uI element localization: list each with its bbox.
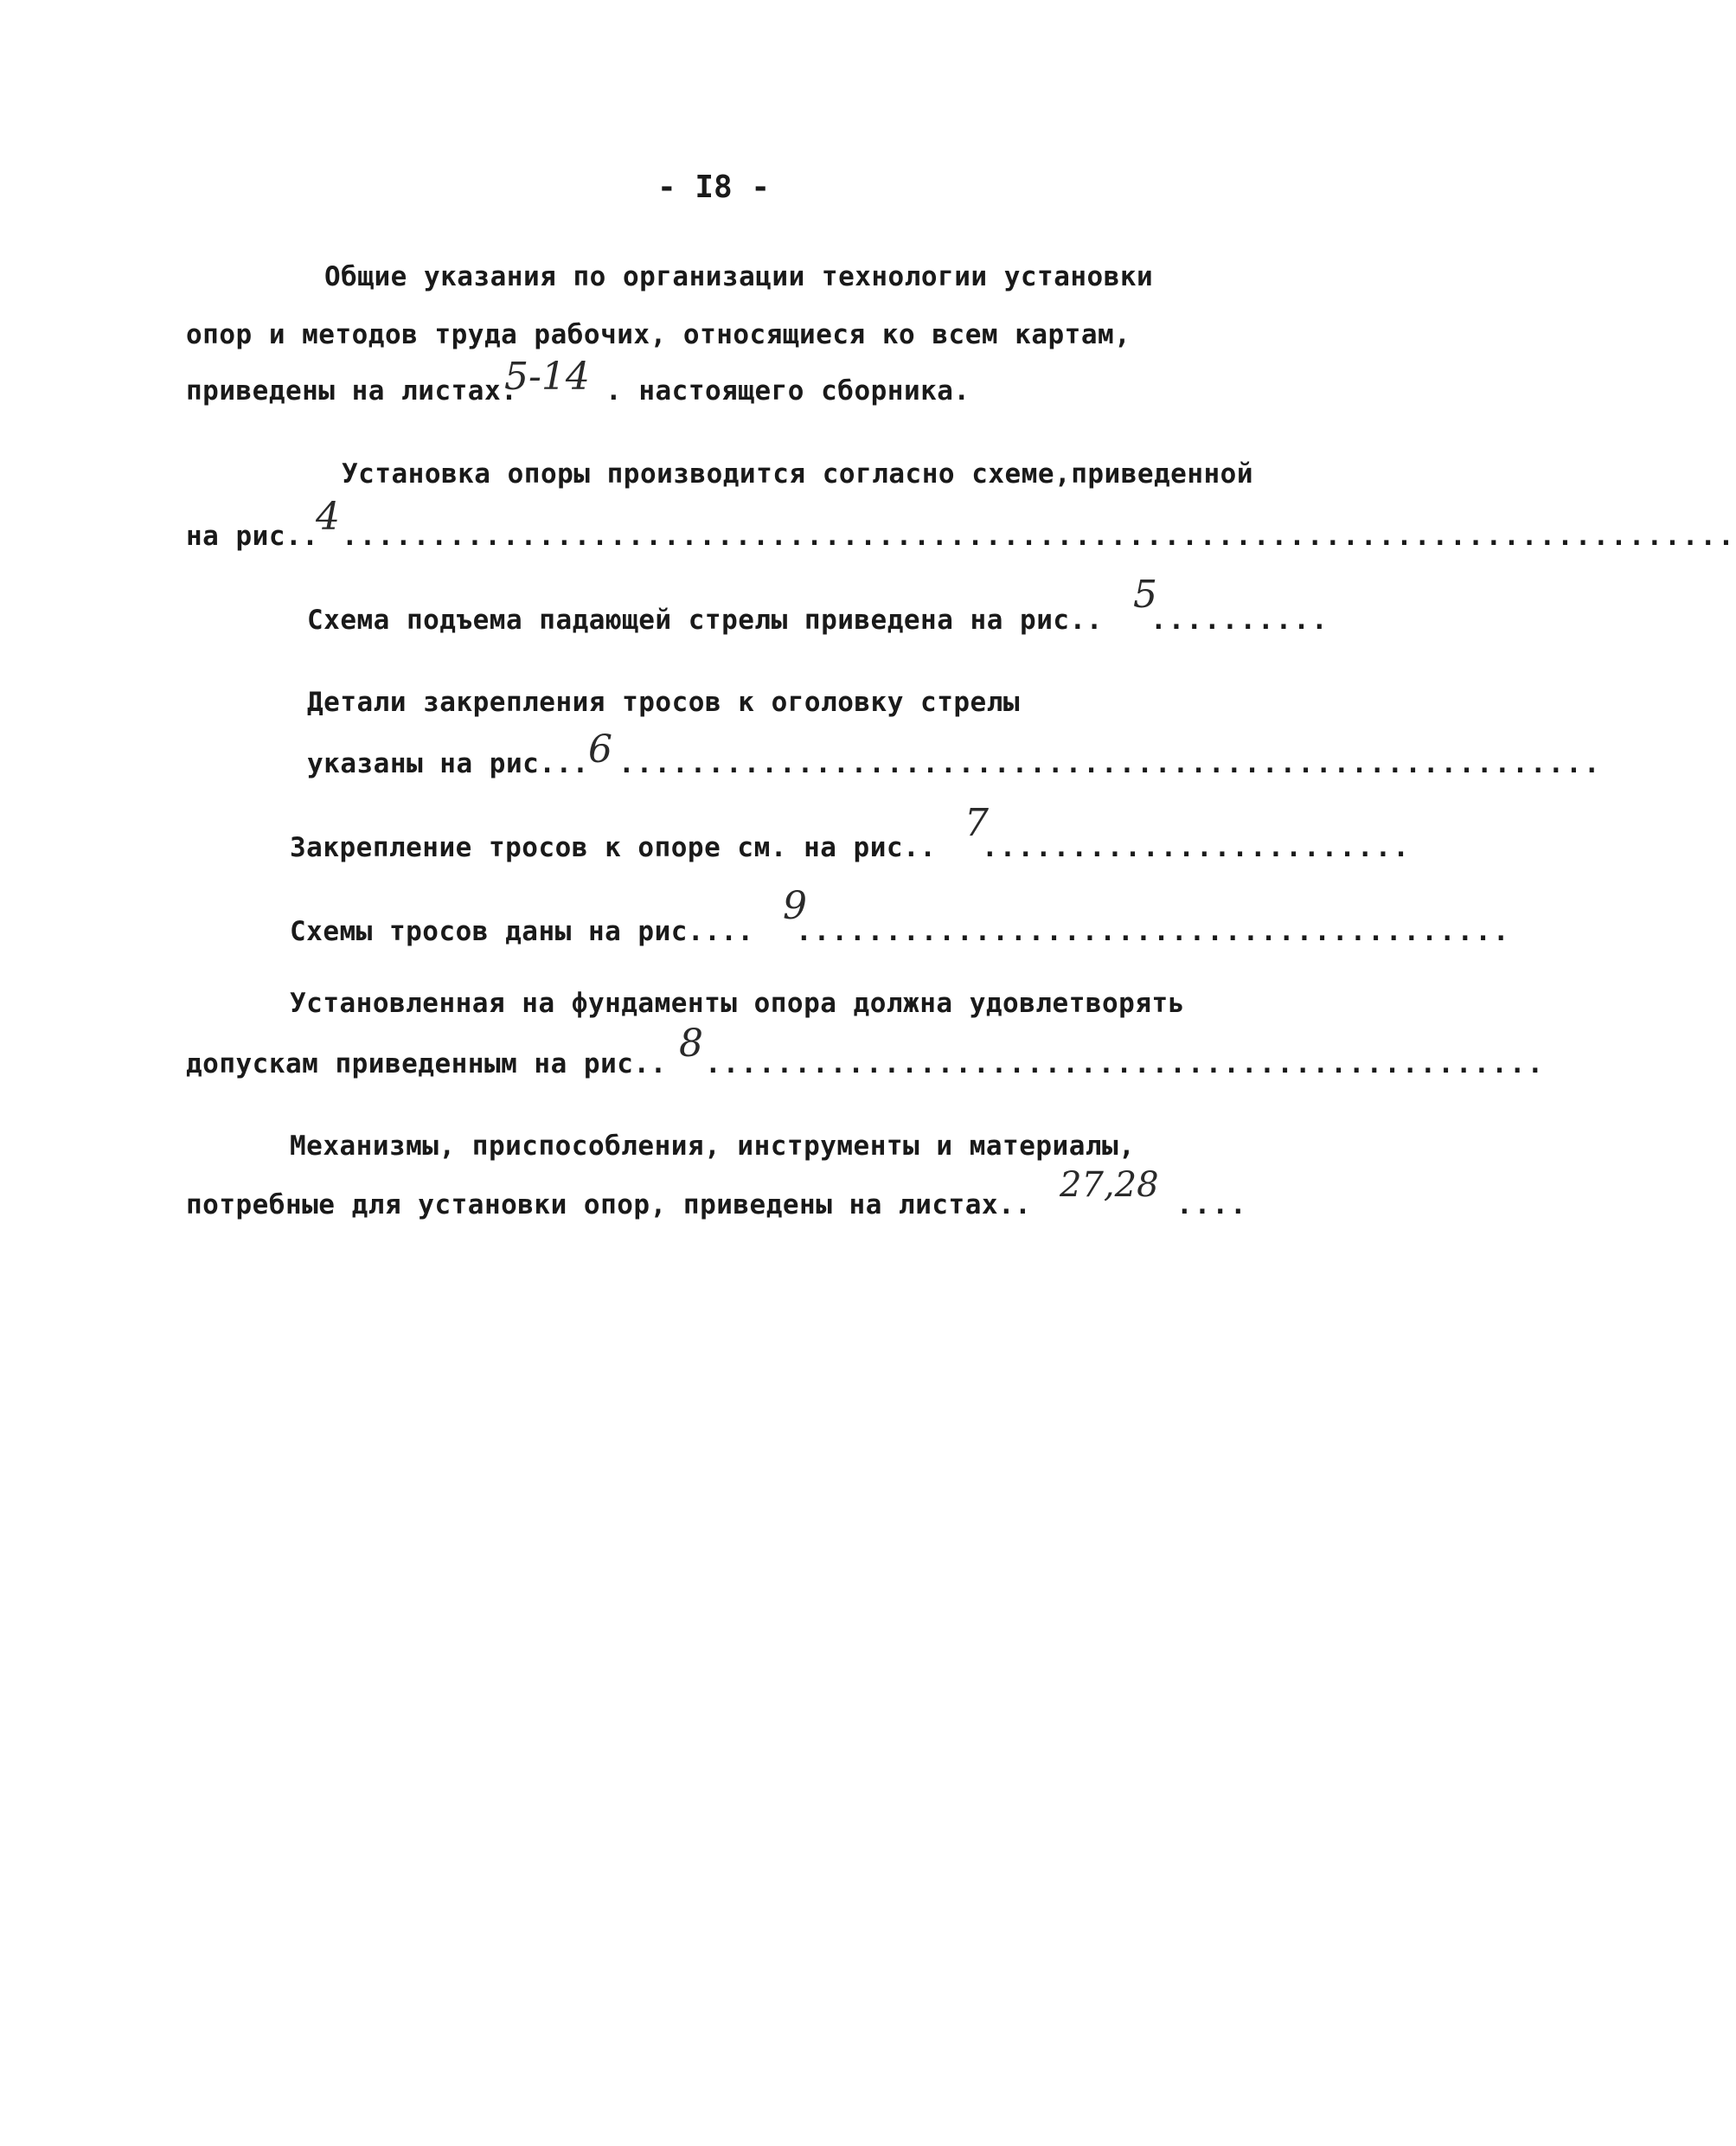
- paragraph-1-line-3-start: приведены на листах.: [186, 375, 518, 407]
- page-number: - I8 -: [657, 170, 771, 205]
- paragraph-2-line-2-start: на рис..: [186, 521, 319, 552]
- paragraph-7-line-1: Установленная на фундаменты опора должна удовлетворять: [290, 988, 1185, 1019]
- paragraph-7-line-2-start: допускам приведенным на рис..: [186, 1048, 667, 1079]
- handwritten-figure-5: 5: [1133, 573, 1157, 617]
- leader-dots: ...............................................: [705, 1048, 1546, 1079]
- paragraph-4-line-2-start: указаны на рис...: [307, 748, 589, 779]
- paragraph-1-line-2: опор и методов труда рабочих, относящиеся ко всем картам,: [186, 319, 1131, 350]
- handwritten-sheets-27-28: 27,28: [1060, 1165, 1159, 1205]
- handwritten-figure-9: 9: [783, 884, 807, 928]
- leader-dots: ..............................................................................: [342, 521, 1736, 552]
- handwritten-figure-8: 8: [679, 1022, 703, 1066]
- handwritten-figure-6: 6: [588, 727, 612, 772]
- leader-dots: ....: [1176, 1189, 1248, 1220]
- paragraph-2-line-1: Установка опоры производится согласно схеме,приведенной: [342, 458, 1253, 490]
- paragraph-8-line-1: Механизмы, приспособления, инструменты и материалы,: [290, 1131, 1136, 1162]
- leader-dots: ..........: [1150, 605, 1329, 636]
- leader-dots: ........................: [982, 832, 1411, 863]
- paragraph-4-line-1: Детали закрепления тросов к оголовку стрелы: [307, 687, 1021, 718]
- paragraph-3-text: Схема подъема падающей стрелы приведена на рис..: [307, 605, 1103, 636]
- paragraph-1-line-1: Общие указания по организации технологии установки: [324, 261, 1154, 292]
- paragraph-5-text: Закрепление тросов к опоре см. на рис..: [290, 832, 937, 863]
- handwritten-figure-4: 4: [316, 495, 340, 539]
- handwritten-sheets-range: 5-14: [504, 355, 590, 399]
- paragraph-6-text: Схемы тросов даны на рис....: [290, 916, 754, 947]
- paragraph-1-line-3-end: . настоящего сборника.: [605, 375, 970, 407]
- paragraph-8-line-2-start: потребные для установки опор, приведены на листах..: [186, 1189, 1032, 1220]
- leader-dots: .......................................................: [618, 748, 1602, 779]
- handwritten-figure-7: 7: [964, 801, 989, 845]
- leader-dots: ........................................: [796, 916, 1511, 947]
